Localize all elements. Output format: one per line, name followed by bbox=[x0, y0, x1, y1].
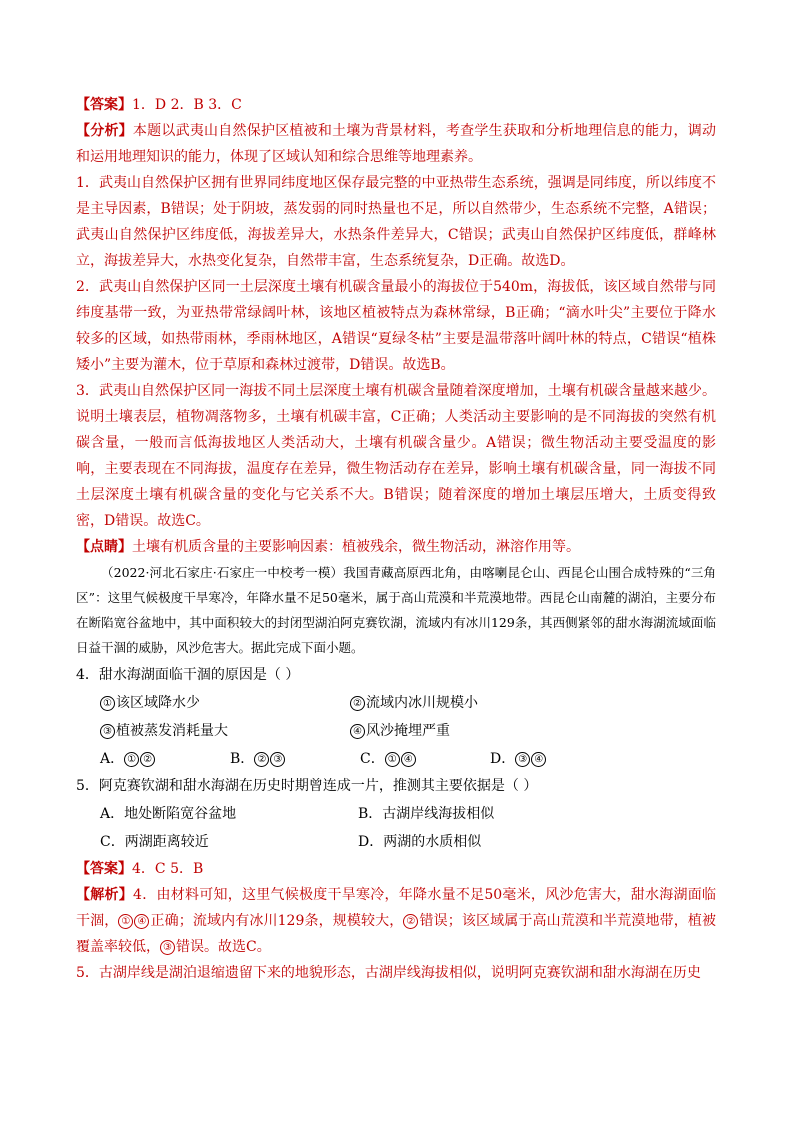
question-4-statements-row-1 bbox=[76, 689, 716, 717]
material-paragraph: （2022·河北石家庄·石家庄一中校考一模）我国青藏高原西北角，由喀喇昆仑山、西昆仑山围合成特殊的“三角区”：这里气候极度干旱寒冷，年降水量不足50毫米，属于高山荒漠和半荒漠地带。西昆仑山南麓的湖泊，主要分布在断陷宽谷盆地中，其中面积较大的封闭型湖泊阿克赛钦湖，流域内有冰川129条，其西侧紧邻的甜水海湖流域面临日益干涸的威胁，风沙危害大。据此完成下面小题。 bbox=[76, 565, 716, 655]
question-5-stem: 5．阿克赛钦湖和甜水海湖在历史时期曾连成一片，推测其主要依据是（ ） bbox=[76, 778, 538, 794]
circled-number: ④ bbox=[401, 752, 416, 767]
answer-line-1 bbox=[76, 92, 716, 118]
choice-d[interactable]: D．两湖的水质相似 bbox=[358, 834, 482, 850]
circled-number: ④ bbox=[134, 914, 149, 929]
solution-text: 4．由材料可知，这里气候极度干旱寒冷，年降水量不足50毫米，风沙危害大，甜水海湖面临干涸， bbox=[76, 887, 716, 929]
circled-number: ① bbox=[124, 752, 139, 767]
circled-number: ③ bbox=[270, 752, 285, 767]
answer-tag: 【答案】 bbox=[76, 861, 132, 877]
statement-1 bbox=[100, 689, 350, 717]
choice-c[interactable]: C．两湖距离较近 bbox=[100, 834, 209, 850]
solution-text: 错误；该区域属于高山荒漠和半荒漠地带，植被覆盖率较低， bbox=[76, 913, 717, 955]
question-5-choices-row-1 bbox=[76, 800, 716, 828]
solution-4 bbox=[76, 882, 716, 960]
circled-number: ④ bbox=[350, 724, 365, 739]
document-page bbox=[76, 92, 716, 986]
choice-a[interactable]: A．地处断陷宽谷盆地 bbox=[100, 806, 237, 822]
question-4-stem: 4．甜水海湖面临干涸的原因是（ ） bbox=[76, 667, 300, 683]
solution-text: 正确；流域内有冰川129条，规模较大， bbox=[150, 913, 404, 929]
choice-letter: A． bbox=[100, 751, 125, 767]
circled-number: ② bbox=[403, 914, 418, 929]
answer-text: 4．C 5．B bbox=[132, 861, 204, 877]
choice-letter: D． bbox=[490, 751, 516, 767]
statement-text: 植被蒸发消耗量大 bbox=[116, 723, 228, 739]
choice-b[interactable] bbox=[230, 745, 360, 773]
circled-number: ③ bbox=[160, 940, 175, 955]
analysis-text: 本题以武夷山自然保护区植被和土壤为背景材料，考查学生获取和分析地理信息的能力，调动和运用地理知识的能力，体现了区域认知和综合思维等地理素养。 bbox=[76, 123, 717, 165]
question-5-choices-row-2 bbox=[76, 828, 716, 856]
analysis-paragraph bbox=[76, 118, 716, 170]
solution-5: 5．古湖岸线是湖泊退缩遗留下来的地貌形态，古湖岸线海拔相似，说明阿克赛钦湖和甜水海湖在历史 bbox=[76, 965, 701, 981]
statement-text: 流域内冰川规模小 bbox=[366, 695, 478, 711]
circled-number: ② bbox=[350, 696, 365, 711]
statement-3 bbox=[100, 717, 350, 745]
circled-number: ② bbox=[140, 752, 155, 767]
tip-text: 土壤有机质含量的主要影响因素：植被残余，微生物活动，淋溶作用等。 bbox=[132, 539, 580, 555]
question-4-statements-row-2 bbox=[76, 717, 716, 745]
circled-number: ① bbox=[100, 696, 115, 711]
circled-number: ③ bbox=[100, 724, 115, 739]
explanation-2: 2．武夷山自然保护区同一土层深度土壤有机碳含量最小的海拔位于540m，海拔低，该区域自然带与同纬度基带一致，为亚热带常绿阔叶林，该地区植被特点为森林常绿，B正确；“滴水叶尖”主要位于降水较多的区域，如热带雨林，季雨林地区，A错误“夏绿冬枯”主要是温带落叶阔叶林的特点，C错误“植株矮小”主要为灌木，位于草原和森林过渡带，D错误。故选B。 bbox=[76, 279, 716, 373]
choice-letter: B． bbox=[230, 751, 255, 767]
explanation-1: 1．武夷山自然保护区拥有世界同纬度地区保存最完整的中亚热带生态系统，强调是同纬度，所以纬度不是主导因素，B错误；处于阴坡，蒸发弱的同时热量也不足，所以自然带少，生态系统不完整，A错误；武夷山自然保护区纬度低，海拔差异大，水热条件差异大，C错误；武夷山自然保护区纬度低，群峰林立，海拔差异大，水热变化复杂，自然带丰富，生态系统复杂，D正确。故选D。 bbox=[76, 175, 716, 269]
choice-c[interactable] bbox=[360, 745, 490, 773]
statement-text: 该区域降水少 bbox=[116, 695, 200, 711]
explanation-3: 3．武夷山自然保护区同一海拔不同土层深度土壤有机碳含量随着深度增加，土壤有机碳含量越来越少。说明土壤表层，植物凋落物多，土壤有机碳丰富，C正确；人类活动主要影响的是不同海拔的突然有机碳含量，一般而言低海拔地区人类活动大，土壤有机碳含量少。A错误；微生物活动主要受温度的影响，主要表现在不同海拔，温度存在差异，微生物活动存在差异，影响土壤有机碳含量，同一海拔不同土层深度土壤有机碳含量的变化与它关系不大。B错误；随着深度的增加土壤层压增大，土质变得致密，D错误。故选C。 bbox=[76, 383, 716, 529]
circled-number: ① bbox=[118, 914, 133, 929]
circled-number: ④ bbox=[531, 752, 546, 767]
circled-number: ② bbox=[254, 752, 269, 767]
statement-4 bbox=[350, 717, 450, 745]
solution-tag: 【解析】 bbox=[76, 887, 134, 903]
tip-tag: 【点睛】 bbox=[76, 539, 132, 555]
statement-2 bbox=[350, 689, 478, 717]
choice-b[interactable]: B．古湖岸线海拔相似 bbox=[358, 806, 495, 822]
tip-paragraph bbox=[76, 534, 716, 560]
analysis-tag: 【分析】 bbox=[76, 123, 133, 139]
answer-line-2 bbox=[76, 856, 716, 882]
statement-text: 风沙掩埋严重 bbox=[366, 723, 450, 739]
circled-number: ③ bbox=[515, 752, 530, 767]
circled-number: ① bbox=[385, 752, 400, 767]
solution-text: 错误。故选C。 bbox=[176, 939, 271, 955]
choice-d[interactable] bbox=[490, 745, 620, 773]
choice-letter: C． bbox=[360, 751, 385, 767]
answer-text: 1．D 2．B 3．C bbox=[132, 97, 242, 113]
choice-a[interactable] bbox=[100, 745, 230, 773]
question-4-choices bbox=[76, 745, 716, 773]
answer-tag: 【答案】 bbox=[76, 97, 132, 113]
